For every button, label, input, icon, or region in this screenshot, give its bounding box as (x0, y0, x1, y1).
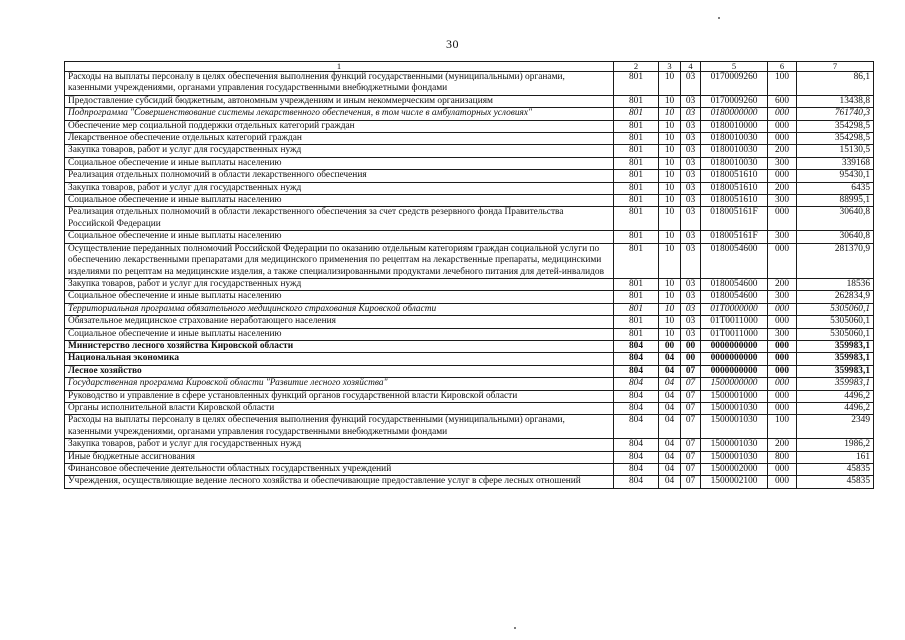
page-number: 30 (446, 37, 459, 51)
subsection-code-cell: 03 (681, 243, 701, 278)
section-code-cell: 10 (659, 303, 681, 315)
expense-type-cell: 000 (768, 340, 797, 352)
ministry-code-cell: 804 (614, 439, 659, 451)
section-code-cell: 10 (659, 207, 681, 231)
target-article-cell: 01T0011000 (701, 328, 768, 340)
expense-name-cell: Социальное обеспечение и иные выплаты населению (65, 157, 614, 169)
ministry-code-cell: 804 (614, 365, 659, 377)
amount-cell: 5305060,1 (797, 303, 874, 315)
expense-name-cell: Руководство и управление в сфере установленных функций органов государственной власти Кировской области (65, 390, 614, 402)
amount-cell: 1986,2 (797, 439, 874, 451)
target-article-cell: 0180054600 (701, 278, 768, 290)
expense-name-cell: Социальное обеспечение и иные выплаты населению (65, 231, 614, 243)
table-row (65, 390, 874, 402)
expense-type-cell: 200 (768, 439, 797, 451)
target-article-cell: 0180010030 (701, 145, 768, 157)
section-code-cell: 04 (659, 365, 681, 377)
target-article-cell: 1500002000 (701, 464, 768, 476)
expense-name-cell: Расходы на выплаты персоналу в целях обеспечения выполнения функций государственными (муниципальными) органами, казенными учреждениями, органами управления государственными внебюджетными фондами (65, 415, 614, 439)
column-number-row (65, 62, 874, 72)
expense-name-cell: Обеспечение мер социальной поддержки отдельных категорий граждан (65, 120, 614, 132)
section-code-cell: 10 (659, 195, 681, 207)
subsection-code-cell: 03 (681, 133, 701, 145)
table-row (65, 303, 874, 315)
subsection-code-cell: 03 (681, 72, 701, 96)
ministry-code-cell: 804 (614, 353, 659, 365)
expense-type-cell: 300 (768, 291, 797, 303)
expense-name-cell: Финансовое обеспечение деятельности областных государственных учреждений (65, 464, 614, 476)
amount-cell: 4496,2 (797, 402, 874, 414)
expense-name-cell: Министерство лесного хозяйства Кировской области (65, 340, 614, 352)
ministry-code-cell: 801 (614, 278, 659, 290)
table-row (65, 95, 874, 107)
ministry-code-cell: 804 (614, 340, 659, 352)
expense-name-cell: Обязательное медицинское страхование неработающего населения (65, 316, 614, 328)
table-row (65, 195, 874, 207)
subsection-code-cell: 07 (681, 476, 701, 488)
ministry-code-cell: 804 (614, 476, 659, 488)
amount-cell: 30640,8 (797, 231, 874, 243)
expense-type-cell: 000 (768, 243, 797, 278)
expense-name-cell: Подпрограмма "Совершенствование системы лекарственного обеспечения, в том числе в амбулаторных условиях" (65, 108, 614, 120)
scan-speck (718, 17, 720, 19)
table-row (65, 353, 874, 365)
expense-type-cell: 300 (768, 231, 797, 243)
subsection-code-cell: 03 (681, 303, 701, 315)
expense-type-cell: 000 (768, 133, 797, 145)
ministry-code-cell: 801 (614, 95, 659, 107)
section-code-cell: 04 (659, 451, 681, 463)
target-article-cell: 0180000000 (701, 108, 768, 120)
table-row (65, 291, 874, 303)
target-article-cell: 0180051610 (701, 195, 768, 207)
target-article-cell: 0170009260 (701, 95, 768, 107)
subsection-code-cell: 00 (681, 353, 701, 365)
expense-name-cell: Государственная программа Кировской области "Развитие лесного хозяйства" (65, 378, 614, 390)
section-code-cell: 10 (659, 231, 681, 243)
ministry-code-cell: 804 (614, 378, 659, 390)
amount-cell: 45835 (797, 476, 874, 488)
ministry-code-cell: 801 (614, 133, 659, 145)
expense-name-cell: Реализация отдельных полномочий в области лекарственного обеспечения (65, 170, 614, 182)
column-header: 2 (614, 62, 659, 72)
section-code-cell: 10 (659, 133, 681, 145)
table-row (65, 120, 874, 132)
subsection-code-cell: 07 (681, 464, 701, 476)
target-article-cell: 1500001000 (701, 390, 768, 402)
amount-cell: 18536 (797, 278, 874, 290)
ministry-code-cell: 801 (614, 72, 659, 96)
expense-name-cell: Органы исполнительной власти Кировской области (65, 402, 614, 414)
expense-name-cell: Закупка товаров, работ и услуг для государственных нужд (65, 145, 614, 157)
expense-type-cell: 800 (768, 451, 797, 463)
ministry-code-cell: 801 (614, 243, 659, 278)
table-row (65, 278, 874, 290)
section-code-cell: 10 (659, 170, 681, 182)
amount-cell: 359983,1 (797, 353, 874, 365)
ministry-code-cell: 801 (614, 170, 659, 182)
section-code-cell: 10 (659, 108, 681, 120)
amount-cell: 30640,8 (797, 207, 874, 231)
ministry-code-cell: 801 (614, 182, 659, 194)
scan-speck (514, 627, 516, 629)
subsection-code-cell: 07 (681, 439, 701, 451)
table-row (65, 415, 874, 439)
target-article-cell: 0180010030 (701, 133, 768, 145)
subsection-code-cell: 03 (681, 145, 701, 157)
target-article-cell: 018005161F (701, 231, 768, 243)
ministry-code-cell: 804 (614, 390, 659, 402)
expense-name-cell: Реализация отдельных полномочий в области лекарственного обеспечения за счет средств резервного фонда Правительства Российской Федерации (65, 207, 614, 231)
table-row (65, 243, 874, 278)
table-row (65, 451, 874, 463)
subsection-code-cell: 07 (681, 390, 701, 402)
expense-type-cell: 000 (768, 476, 797, 488)
section-code-cell: 10 (659, 182, 681, 194)
amount-cell: 5305060,1 (797, 328, 874, 340)
subsection-code-cell: 03 (681, 291, 701, 303)
table-row (65, 133, 874, 145)
table-row (65, 157, 874, 169)
amount-cell: 262834,9 (797, 291, 874, 303)
target-article-cell: 018005161F (701, 207, 768, 231)
expense-name-cell: Закупка товаров, работ и услуг для государственных нужд (65, 182, 614, 194)
target-article-cell: 0170009260 (701, 72, 768, 96)
subsection-code-cell: 03 (681, 328, 701, 340)
expense-name-cell: Закупка товаров, работ и услуг для государственных нужд (65, 439, 614, 451)
target-article-cell: 0180010030 (701, 157, 768, 169)
amount-cell: 13438,8 (797, 95, 874, 107)
target-article-cell: 1500001030 (701, 439, 768, 451)
expense-type-cell: 000 (768, 108, 797, 120)
table-row (65, 365, 874, 377)
expense-type-cell: 200 (768, 145, 797, 157)
amount-cell: 15130,5 (797, 145, 874, 157)
table-row (65, 108, 874, 120)
column-header: 6 (768, 62, 797, 72)
table-row (65, 170, 874, 182)
section-code-cell: 10 (659, 278, 681, 290)
target-article-cell: 01T0011000 (701, 316, 768, 328)
section-code-cell: 00 (659, 340, 681, 352)
table-row (65, 464, 874, 476)
subsection-code-cell: 03 (681, 207, 701, 231)
expense-type-cell: 000 (768, 170, 797, 182)
column-header: 1 (65, 62, 614, 72)
subsection-code-cell: 07 (681, 378, 701, 390)
amount-cell: 95430,1 (797, 170, 874, 182)
subsection-code-cell: 03 (681, 316, 701, 328)
table-row (65, 231, 874, 243)
column-header: 3 (659, 62, 681, 72)
amount-cell: 5305060,1 (797, 316, 874, 328)
expense-type-cell: 000 (768, 120, 797, 132)
section-code-cell: 10 (659, 145, 681, 157)
subsection-code-cell: 03 (681, 195, 701, 207)
section-code-cell: 04 (659, 390, 681, 402)
expense-type-cell: 000 (768, 390, 797, 402)
ministry-code-cell: 804 (614, 451, 659, 463)
target-article-cell: 0000000000 (701, 353, 768, 365)
expense-name-cell: Лекарственное обеспечение отдельных категорий граждан (65, 133, 614, 145)
expense-type-cell: 300 (768, 157, 797, 169)
ministry-code-cell: 804 (614, 464, 659, 476)
section-code-cell: 04 (659, 439, 681, 451)
column-header: 4 (681, 62, 701, 72)
expense-type-cell: 600 (768, 95, 797, 107)
amount-cell: 45835 (797, 464, 874, 476)
column-header: 5 (701, 62, 768, 72)
target-article-cell: 0000000000 (701, 365, 768, 377)
target-article-cell: 0180010000 (701, 120, 768, 132)
section-code-cell: 04 (659, 378, 681, 390)
section-code-cell: 10 (659, 72, 681, 96)
section-code-cell: 10 (659, 243, 681, 278)
subsection-code-cell: 03 (681, 95, 701, 107)
subsection-code-cell: 03 (681, 278, 701, 290)
table-row (65, 182, 874, 194)
ministry-code-cell: 804 (614, 402, 659, 414)
expense-type-cell: 000 (768, 316, 797, 328)
subsection-code-cell: 03 (681, 108, 701, 120)
subsection-code-cell: 07 (681, 402, 701, 414)
amount-cell: 339168 (797, 157, 874, 169)
subsection-code-cell: 03 (681, 182, 701, 194)
expense-name-cell: Социальное обеспечение и иные выплаты населению (65, 328, 614, 340)
expense-type-cell: 000 (768, 402, 797, 414)
expense-name-cell: Иные бюджетные ассигнования (65, 451, 614, 463)
table-row (65, 439, 874, 451)
table-row (65, 476, 874, 488)
target-article-cell: 0000000000 (701, 340, 768, 352)
ministry-code-cell: 804 (614, 415, 659, 439)
subsection-code-cell: 07 (681, 451, 701, 463)
target-article-cell: 0180054600 (701, 291, 768, 303)
section-code-cell: 04 (659, 415, 681, 439)
section-code-cell: 04 (659, 353, 681, 365)
expense-type-cell: 200 (768, 182, 797, 194)
subsection-code-cell: 03 (681, 157, 701, 169)
expense-type-cell: 200 (768, 278, 797, 290)
section-code-cell: 10 (659, 120, 681, 132)
amount-cell: 6435 (797, 182, 874, 194)
amount-cell: 359983,1 (797, 378, 874, 390)
expense-name-cell: Предоставление субсидий бюджетным, автономным учреждениям и иным некоммерческим организациям (65, 95, 614, 107)
amount-cell: 359983,1 (797, 365, 874, 377)
expense-type-cell: 300 (768, 195, 797, 207)
table-row (65, 378, 874, 390)
target-article-cell: 0180051610 (701, 170, 768, 182)
subsection-code-cell: 07 (681, 415, 701, 439)
expense-type-cell: 000 (768, 365, 797, 377)
ministry-code-cell: 801 (614, 207, 659, 231)
table-row (65, 207, 874, 231)
section-code-cell: 04 (659, 476, 681, 488)
amount-cell: 359983,1 (797, 340, 874, 352)
column-header: 7 (797, 62, 874, 72)
subsection-code-cell: 03 (681, 120, 701, 132)
expense-name-cell: Лесное хозяйство (65, 365, 614, 377)
table-row (65, 316, 874, 328)
target-article-cell: 1500001030 (701, 451, 768, 463)
amount-cell: 761740,3 (797, 108, 874, 120)
amount-cell: 281370,9 (797, 243, 874, 278)
section-code-cell: 10 (659, 157, 681, 169)
ministry-code-cell: 801 (614, 231, 659, 243)
subsection-code-cell: 03 (681, 231, 701, 243)
amount-cell: 86,1 (797, 72, 874, 96)
ministry-code-cell: 801 (614, 303, 659, 315)
expense-type-cell: 300 (768, 328, 797, 340)
expense-type-cell: 000 (768, 207, 797, 231)
amount-cell: 4496,2 (797, 390, 874, 402)
target-article-cell: 1500001030 (701, 415, 768, 439)
ministry-code-cell: 801 (614, 157, 659, 169)
section-code-cell: 10 (659, 316, 681, 328)
expense-name-cell: Социальное обеспечение и иные выплаты населению (65, 291, 614, 303)
amount-cell: 354298,5 (797, 133, 874, 145)
table-row (65, 402, 874, 414)
expense-type-cell: 100 (768, 72, 797, 96)
target-article-cell: 1500002100 (701, 476, 768, 488)
expense-type-cell: 000 (768, 378, 797, 390)
expense-type-cell: 100 (768, 415, 797, 439)
subsection-code-cell: 07 (681, 365, 701, 377)
subsection-code-cell: 03 (681, 170, 701, 182)
target-article-cell: 1500001030 (701, 402, 768, 414)
section-code-cell: 10 (659, 328, 681, 340)
amount-cell: 354298,5 (797, 120, 874, 132)
ministry-code-cell: 801 (614, 291, 659, 303)
target-article-cell: 01T0000000 (701, 303, 768, 315)
section-code-cell: 04 (659, 464, 681, 476)
amount-cell: 88995,1 (797, 195, 874, 207)
target-article-cell: 0180054600 (701, 243, 768, 278)
expense-name-cell: Учреждения, осуществляющие ведение лесного хозяйства и обеспечивающие предоставление услуг в сфере лесных отношений (65, 476, 614, 488)
section-code-cell: 04 (659, 402, 681, 414)
target-article-cell: 1500000000 (701, 378, 768, 390)
expense-name-cell: Социальное обеспечение и иные выплаты населению (65, 195, 614, 207)
expense-name-cell: Национальная экономика (65, 353, 614, 365)
expense-type-cell: 000 (768, 353, 797, 365)
subsection-code-cell: 00 (681, 340, 701, 352)
expense-name-cell: Осуществление переданных полномочий Российской Федерации по оказанию отдельным категориям граждан социальной услуги по обеспечению лекарственными препаратами для медицинского применения по рецептам на лекарственные препараты, медицинскими изделиями по рецептам на медицинские изделия, а также специализированными продуктами лечебного питания для детей-инвалидов (65, 243, 614, 278)
ministry-code-cell: 801 (614, 108, 659, 120)
expense-name-cell: Территориальная программа обязательного медицинского страхования Кировской области (65, 303, 614, 315)
table-row (65, 72, 874, 96)
table-row (65, 145, 874, 157)
expense-name-cell: Расходы на выплаты персоналу в целях обеспечения выполнения функций государственными (муниципальными) органами, казенными учреждениями, органами управления государственными внебюджетными фондами (65, 72, 614, 96)
section-code-cell: 10 (659, 291, 681, 303)
amount-cell: 2349 (797, 415, 874, 439)
ministry-code-cell: 801 (614, 195, 659, 207)
table-row (65, 340, 874, 352)
budget-table (64, 61, 874, 489)
expense-type-cell: 000 (768, 303, 797, 315)
ministry-code-cell: 801 (614, 120, 659, 132)
amount-cell: 161 (797, 451, 874, 463)
target-article-cell: 0180051610 (701, 182, 768, 194)
table-row (65, 328, 874, 340)
expense-type-cell: 000 (768, 464, 797, 476)
ministry-code-cell: 801 (614, 145, 659, 157)
ministry-code-cell: 801 (614, 328, 659, 340)
ministry-code-cell: 801 (614, 316, 659, 328)
section-code-cell: 10 (659, 95, 681, 107)
expense-name-cell: Закупка товаров, работ и услуг для государственных нужд (65, 278, 614, 290)
